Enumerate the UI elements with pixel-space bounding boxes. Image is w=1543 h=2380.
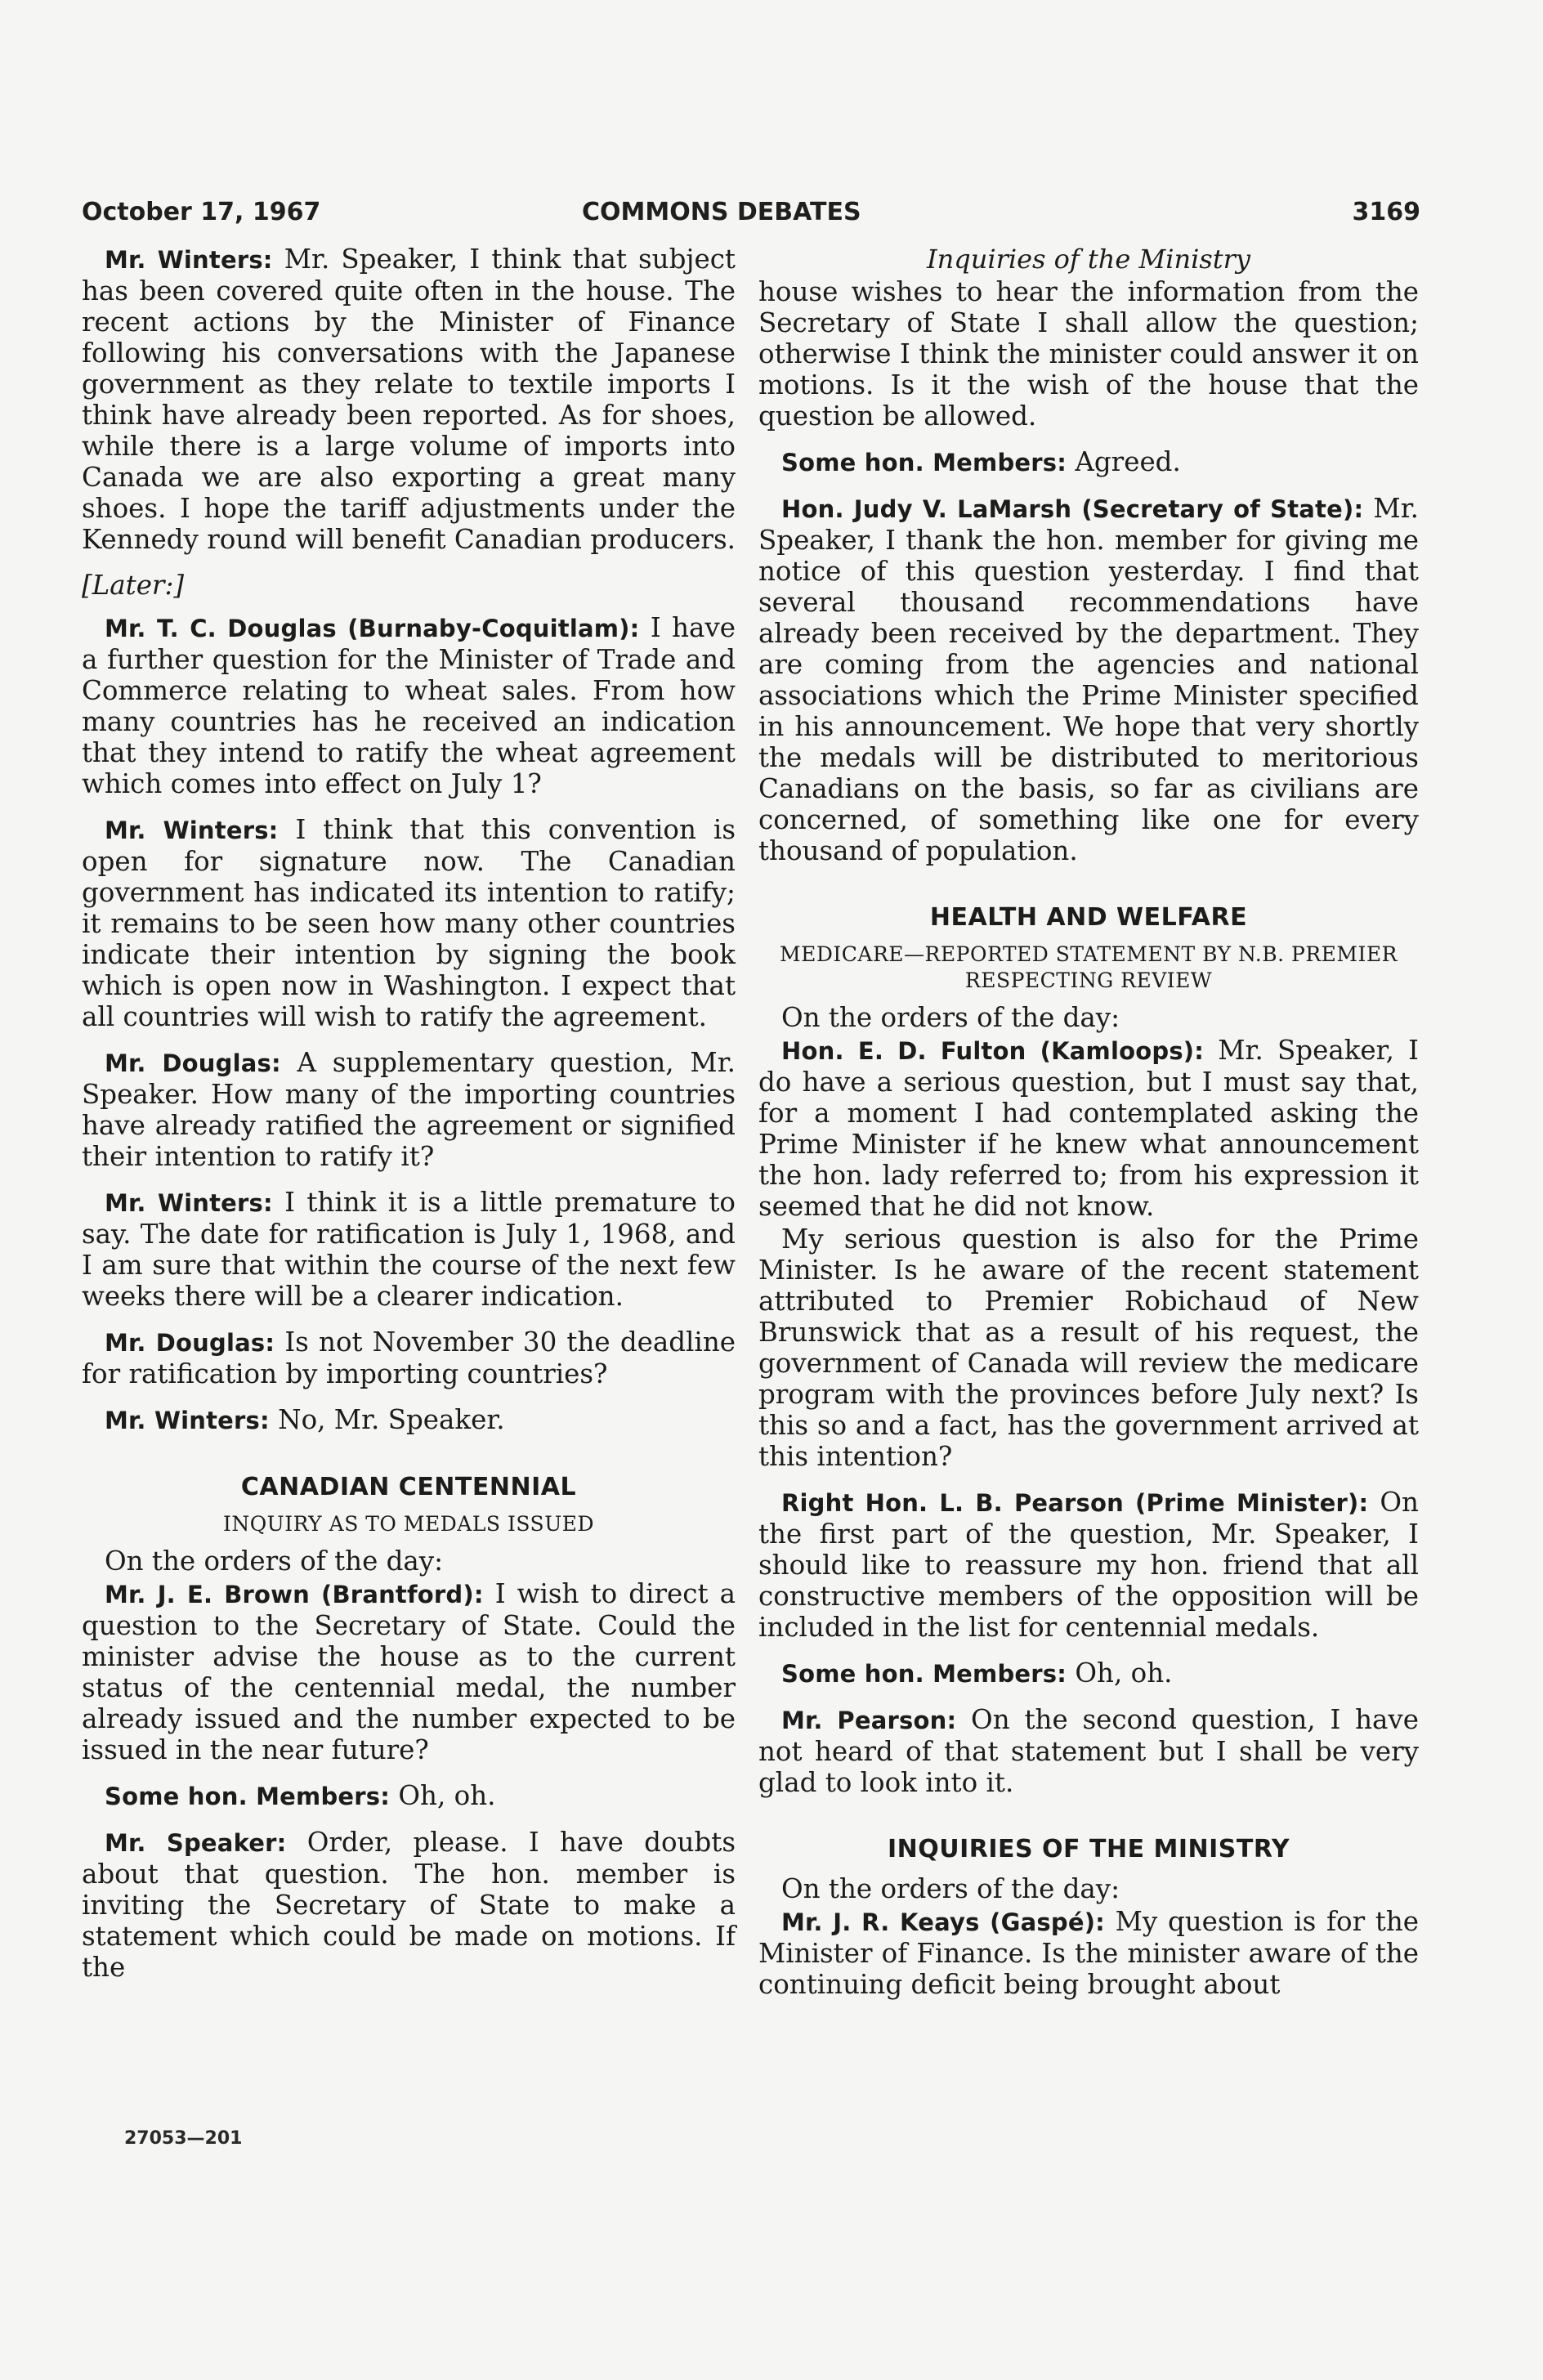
paragraph-continued: house wishes to hear the information from the Secretary of State I shall allow the question; otherwise I think the minister could answer it on motions. Is it the wish of the house that the question be allowed.: [758, 276, 1419, 432]
speech-text: On the first part of the question, Mr. Speaker, I should like to reassure my hon. friend that all constructive members of the opposition will be included in the list for centennial medals.: [758, 1487, 1419, 1643]
speech-text: A supplementary question, Mr. Speaker. How many of the importing countries have already ratified the agreement or signified their intention to ratify it?: [82, 1047, 736, 1172]
paragraph: [82, 244, 736, 555]
paragraph: [82, 1578, 736, 1765]
speaker-name: Mr. Speaker:: [105, 1829, 287, 1857]
paragraph: [82, 1780, 736, 1812]
header-title: COMMONS DEBATES: [582, 198, 861, 226]
orders-of-the-day: On the orders of the day:: [781, 1873, 1120, 1904]
section-subheading: INQUIRY AS TO MEDALS ISSUED: [222, 1512, 595, 1536]
paragraph: [758, 1487, 1419, 1643]
orders-of-the-day: On the orders of the day:: [781, 1002, 1120, 1033]
speech-text: I have a further question for the Minister of Trade and Commerce relating to wheat sales. From how many countries has he received an indication that they intend to ratify the wheat agreement which comes into effect on July 1?: [82, 612, 736, 799]
orders-of-the-day: On the orders of the day:: [105, 1546, 444, 1577]
speaker-name: Mr. Douglas:: [105, 1329, 275, 1357]
speaker-name: Mr. Winters:: [105, 816, 279, 844]
speech-text: I wish to direct a question to the Secretary of State. Could the minister advise the house as to the current status of the centennial medal, the number already issued and the number expected to be issued in the near future?: [82, 1578, 736, 1765]
paragraph: [82, 1187, 736, 1312]
speech-text: Oh, oh.: [390, 1780, 496, 1811]
speech-text: I think that this convention is open for signature now. The Canadian government has indicated its intention to ratify; it remains to be seen how many other countries indicate their intention by signing the book which is open now in Washington. I expect that all countries will wish to ratify the agreement.: [82, 814, 736, 1032]
speaker-name: Mr. J. E. Brown (Brantford):: [105, 1581, 484, 1608]
speech-text: Mr. Speaker, I do have a serious question, but I must say that, for a moment I had contemplated asking the Prime Minister if he knew what announcement the hon. lady referred to; from his expression it seemed that he did not know.: [758, 1035, 1419, 1222]
page-number: 3169: [1352, 198, 1420, 226]
section-heading: HEALTH AND WELFARE: [929, 903, 1248, 932]
speech-text: My question is for the Minister of Finance. Is the minister aware of the continuing deficit being brought about: [758, 1906, 1420, 2000]
speech-text: Mr. Speaker, I think that subject has been covered quite often in the house. The recent actions by the Minister of Finance following his conversations with the Japanese government as they relate to textile imports I think have already been reported. As for shoes, while there is a large volume of imports into Canada we are also exporting a great many shoes. I hope the tariff adjustments under the Kennedy round will benefit Canadian producers.: [82, 244, 736, 555]
speech-text: No, Mr. Speaker.: [269, 1404, 505, 1435]
speaker-name: Hon. E. D. Fulton (Kamloops):: [781, 1037, 1205, 1065]
paragraph: [758, 1704, 1419, 1798]
printing-code: 27053—201: [124, 2128, 243, 2149]
speaker-name: Some hon. Members:: [781, 1660, 1067, 1688]
paragraph: [82, 1404, 736, 1436]
speaker-name: Mr. Douglas:: [105, 1049, 281, 1077]
speaker-name: Mr. Winters:: [105, 1407, 270, 1434]
later-marker: [Later:]: [82, 570, 185, 601]
left-column: [82, 244, 736, 1998]
speaker-name: Some hon. Members:: [105, 1783, 391, 1810]
right-column: [758, 244, 1419, 2015]
paragraph: [758, 493, 1419, 866]
speaker-name: Mr. Pearson:: [781, 1707, 957, 1734]
section-heading: CANADIAN CENTENNIAL: [240, 1473, 577, 1501]
paragraph: [82, 1326, 736, 1389]
paragraph: [82, 1047, 736, 1172]
speech-text: Order, please. I have doubts about that question. The hon. member is inviting the Secretary of State to make a statement which could be made on motions. If the: [82, 1827, 736, 1983]
speaker-name: Mr. Winters:: [105, 1189, 273, 1217]
section-subheading: MEDICARE—REPORTED STATEMENT BY N.B. PREMIER RESPECTING REVIEW: [780, 942, 1398, 992]
speaker-name: Right Hon. L. B. Pearson (Prime Minister):: [781, 1489, 1369, 1517]
paragraph: [82, 814, 736, 1032]
running-section-title: Inquiries of the Ministry: [927, 244, 1250, 275]
paragraph: [82, 612, 736, 799]
speaker-name: Hon. Judy V. LaMarsh (Secretary of State):: [781, 495, 1364, 523]
speech-text: Oh, oh.: [1067, 1658, 1173, 1689]
speech-text: Is not November 30 the deadline for ratification by importing countries?: [82, 1326, 736, 1389]
speech-text: Mr. Speaker, I thank the hon. member for giving me notice of this question yesterday. I find that several thousand recommendations have already been received by the department. They are coming from the agencies and national associations which the Prime Minister specified in his announcement. We hope that very shortly the medals will be distributed to meritorious Canadians on the basis, so far as civilians are concerned, of something like one for every thousand of population.: [758, 493, 1419, 866]
speech-text: On the second question, I have not heard of that statement but I shall be very glad to look into it.: [758, 1704, 1420, 1798]
paragraph: [82, 1827, 736, 1983]
header-date: October 17, 1967: [82, 198, 321, 226]
speaker-name: Mr. J. R. Keays (Gaspé):: [781, 1908, 1105, 1936]
speech-text: I think it is a little premature to say. The date for ratification is July 1, 1968, and I am sure that within the course of the next few weeks there will be a clearer indication.: [82, 1187, 736, 1312]
paragraph: [758, 446, 1419, 478]
paragraph: My serious question is also for the Prime Minister. Is he aware of the recent statement attributed to Premier Robichaud of New Brunswick that as a result of his request, the government of Canada will review the medicare program with the provinces before July next? Is this so and a fact, has the government arrived at this intention?: [758, 1224, 1419, 1472]
speech-text: Agreed.: [1067, 446, 1181, 477]
paragraph: [758, 1658, 1419, 1689]
paragraph: [758, 1035, 1419, 1222]
paragraph: [758, 1906, 1419, 2000]
speaker-name: Mr. T. C. Douglas (Burnaby-Coquitlam):: [105, 615, 640, 642]
section-heading: INQUIRIES OF THE MINISTRY: [887, 1835, 1290, 1863]
running-head: [82, 198, 1420, 237]
speaker-name: Some hon. Members:: [781, 449, 1067, 476]
speaker-name: Mr. Winters:: [105, 246, 273, 274]
